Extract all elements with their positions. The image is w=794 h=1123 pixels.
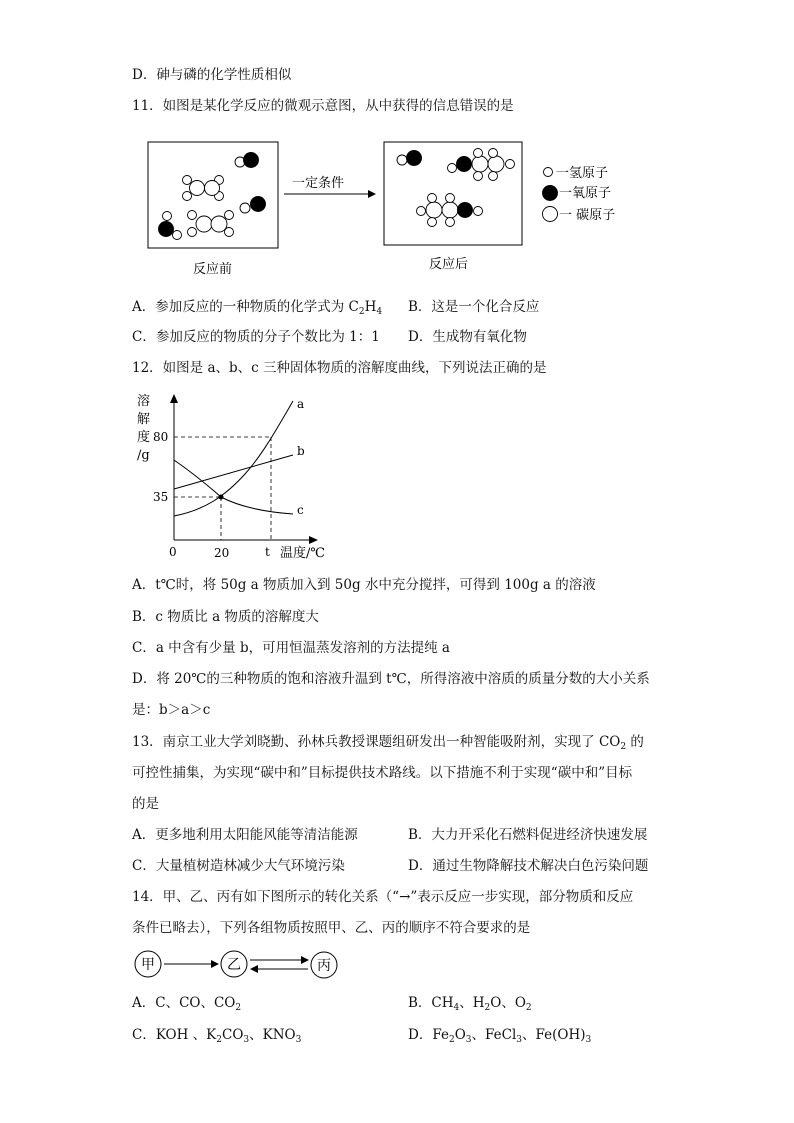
before-label: 反应前 — [193, 262, 233, 277]
q14-option-c: C．KOH 、$K_2CO_3$、$KNO_3$ — [132, 1027, 302, 1045]
q12-option-d-line2: 是：b＞a＞c — [132, 702, 211, 718]
y-label-4: /g — [137, 448, 150, 463]
q13-stem-line3: 的是 — [132, 796, 159, 812]
q13-stem-line2: 可控性捕集，为实现“碳中和”目标提供技术路线。以下措施不利于实现“碳中和”目标 — [132, 765, 633, 781]
after-label: 反应后 — [429, 257, 469, 272]
y-label-1: 溶 — [137, 394, 151, 409]
legend-carbon-label: 一 碳原子 — [559, 208, 616, 223]
x-tick-t: t — [265, 545, 270, 559]
q13-option-b: B．大力开采化石燃料促进经济快速发展 — [408, 827, 648, 843]
arrow-yi-bing-head — [301, 956, 309, 964]
q14-stem-line1: 14．甲、乙、丙有如下图所示的转化关系（“→”表示反应一步实现，部分物质和反应 — [132, 889, 634, 905]
q11-option-d: D．生成物有氧化物 — [408, 329, 527, 345]
y-tick-35: 35 — [153, 490, 169, 504]
curve-b-label: b — [297, 444, 305, 458]
node-yi-label: 乙 — [227, 957, 241, 973]
origin-label: 0 — [169, 545, 177, 559]
q14-option-d: D．$Fe_2O_3$、FeCl$_3$、$Fe(OH)_3$ — [408, 1027, 592, 1045]
condition-label: 一定条件 — [292, 176, 345, 191]
q12-option-d-line1: D．将 20℃的三种物质的饱和溶液升温到 t℃，所得溶液中溶质的质量分数的大小关系 — [132, 671, 650, 687]
q12-stem: 12．如图是 a、b、c 三种固体物质的溶解度曲线，下列说法正确的是 — [132, 360, 547, 376]
q11-option-c: C．参加反应的物质的分子个数比为 1：1 — [132, 329, 380, 345]
curve-c-label: c — [297, 503, 304, 517]
q12-option-b: B．c 物质比 a 物质的溶解度大 — [132, 609, 319, 625]
legend-hydrogen-label: 一氢原子 — [556, 166, 609, 181]
q11-stem: 11．如图是某化学反应的微观示意图，从中获得的信息错误的是 — [132, 98, 514, 114]
node-jia-label: 甲 — [141, 957, 155, 973]
x-tick-20: 20 — [214, 546, 230, 560]
curve-a-label: a — [297, 397, 305, 411]
y-label-3: 度 — [137, 430, 151, 445]
legend-oxygen-label: 一氧原子 — [559, 186, 612, 201]
arrow-jia-yi-head — [211, 960, 219, 968]
q13-option-d: D．通过生物降解技术解决白色污染问题 — [408, 858, 649, 874]
q11-option-b: B．这是一个化合反应 — [408, 299, 540, 315]
arrow-bing-yi-head — [250, 965, 258, 973]
q14-option-a: A．C、CO、$CO_2$ — [132, 995, 242, 1013]
y-tick-80: 80 — [153, 430, 169, 444]
q10-option-d: D．砷与磷的化学性质相似 — [132, 67, 292, 83]
q14-option-b: B．$CH_4$、$H_2O$、$O_2$ — [408, 995, 532, 1013]
x-axis-label: 温度/℃ — [280, 546, 325, 561]
node-bing-label: 丙 — [317, 958, 331, 974]
q12-option-c: C．a 中含有少量 b，可用恒温蒸发溶剂的方法提纯 a — [132, 640, 450, 656]
q12-option-a: A．t℃时，将 50g a 物质加入到 50g 水中充分搅拌，可得到 100g a 的溶液 — [132, 577, 596, 593]
q11-option-a: A．参加反应的一种物质的化学式为 $C_2H_4$ — [132, 299, 383, 317]
q13-stem-line1: 13．南京工业大学刘晓勤、孙林兵教授课题组研发出一种智能吸附剂，实现了 $CO_2$ 的 — [132, 734, 644, 752]
q13-option-c: C．大量植树造林减少大气环境污染 — [132, 858, 345, 874]
q13-option-a: A．更多地利用太阳能风能等清洁能源 — [132, 827, 358, 843]
q14-stem-line2: 条件已略去），下列各组物质按照甲、乙、丙的顺序不符合要求的是 — [132, 920, 531, 936]
y-label-2: 解 — [137, 412, 151, 427]
